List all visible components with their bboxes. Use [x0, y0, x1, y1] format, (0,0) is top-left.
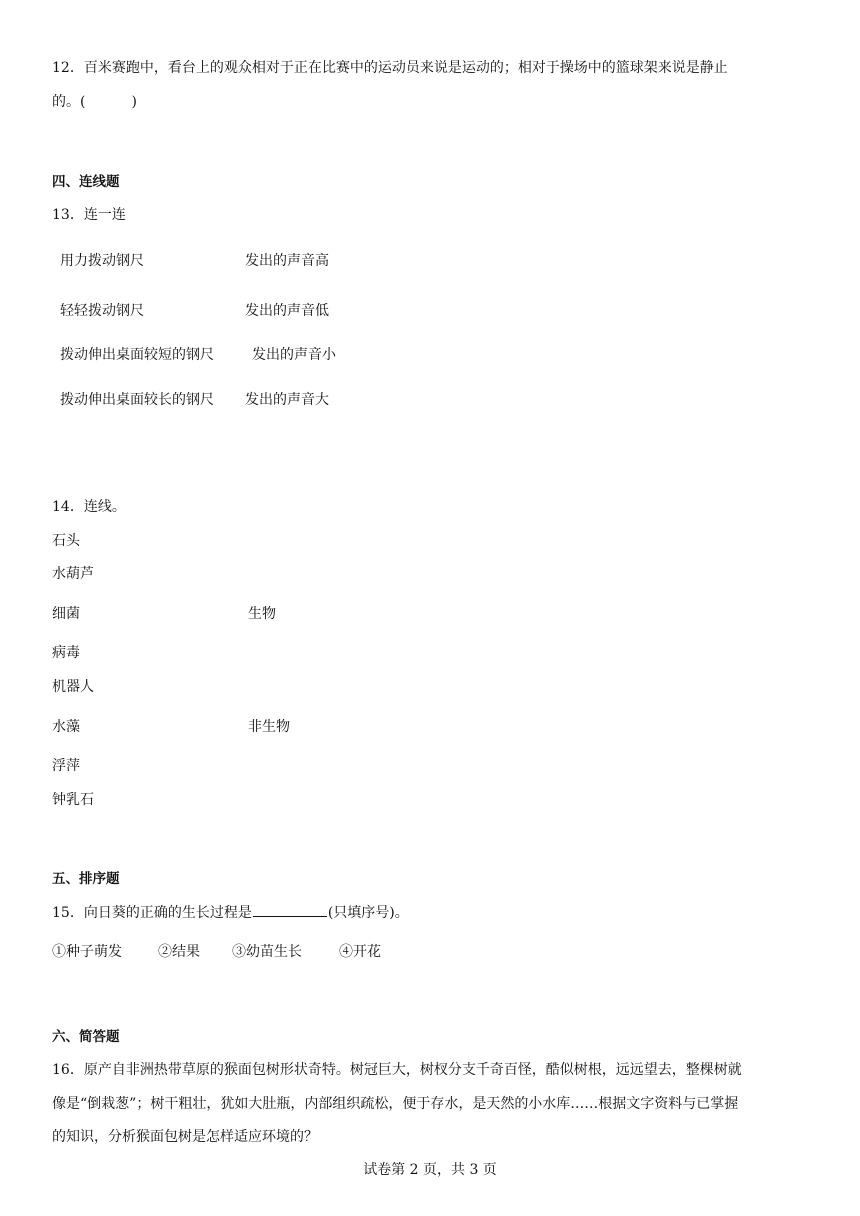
q13-right-item[interactable]: 发出的声音小 — [252, 347, 336, 363]
q13-right-item[interactable]: 发出的声音大 — [245, 392, 329, 408]
q15-option: ①种子萌发 — [52, 944, 122, 960]
q13-left-item[interactable]: 轻轻拨动钢尺 — [60, 303, 144, 319]
question-16-line1: 16．原产自非洲热带草原的猴面包树形状奇特。树冠巨大，树杈分支千奇百怪，酷似树根，远远望去，整棵树就 — [52, 1062, 742, 1078]
section-5-title: 五、排序题 — [52, 871, 120, 887]
q13-left-item[interactable]: 用力拨动钢尺 — [60, 253, 144, 269]
question-15-prompt-end: (只填序号)。 — [327, 905, 409, 921]
q14-item[interactable]: 机器人 — [52, 679, 94, 695]
q14-category[interactable]: 生物 — [248, 606, 276, 622]
q13-right-item[interactable]: 发出的声音高 — [245, 253, 329, 269]
question-12-line1: 12．百米赛跑中，看台上的观众相对于正在比赛中的运动员来说是运动的；相对于操场中的篮球架来说是静止 — [52, 60, 728, 76]
question-16-line2: 像是“倒栽葱”；树干粗壮，犹如大肚瓶，内部组织疏松，便于存水，是天然的小水库……根据文字资料与已掌握 — [52, 1096, 739, 1112]
answer-blank-15[interactable] — [253, 902, 327, 917]
q15-option: ③幼苗生长 — [232, 944, 302, 960]
q14-item[interactable]: 水葫芦 — [52, 566, 94, 582]
q13-right-item[interactable]: 发出的声音低 — [245, 303, 329, 319]
q14-item[interactable]: 石头 — [52, 533, 80, 549]
q14-item[interactable]: 水藻 — [52, 719, 80, 735]
q14-item[interactable]: 细菌 — [52, 606, 80, 622]
q13-left-item[interactable]: 拨动伸出桌面较长的钢尺 — [60, 392, 214, 408]
page-footer: 试卷第 2 页，共 3 页 — [363, 1162, 497, 1178]
q14-item[interactable]: 浮萍 — [52, 758, 80, 774]
q14-item[interactable]: 病毒 — [52, 645, 80, 661]
question-15-prompt — [52, 902, 409, 923]
question-16-line3: 的知识，分析猴面包树是怎样适应环境的？ — [52, 1129, 318, 1145]
q13-left-item[interactable]: 拨动伸出桌面较短的钢尺 — [60, 347, 214, 363]
question-12-line2-prefix: 的。( — [52, 94, 86, 110]
q14-category[interactable]: 非生物 — [248, 719, 290, 735]
q15-option: ②结果 — [158, 944, 200, 960]
q15-option: ④开花 — [339, 944, 381, 960]
section-4-title: 四、连线题 — [52, 174, 120, 190]
question-15-prompt-start: 15．向日葵的正确的生长过程是 — [52, 905, 252, 921]
question-12-line2 — [52, 92, 137, 112]
q14-item[interactable]: 钟乳石 — [52, 792, 94, 808]
question-13-prompt: 13．连一连 — [52, 207, 126, 223]
section-6-title: 六、简答题 — [52, 1029, 120, 1045]
question-14-prompt: 14．连线。 — [52, 499, 126, 515]
question-12-line2-suffix: ) — [131, 94, 137, 110]
